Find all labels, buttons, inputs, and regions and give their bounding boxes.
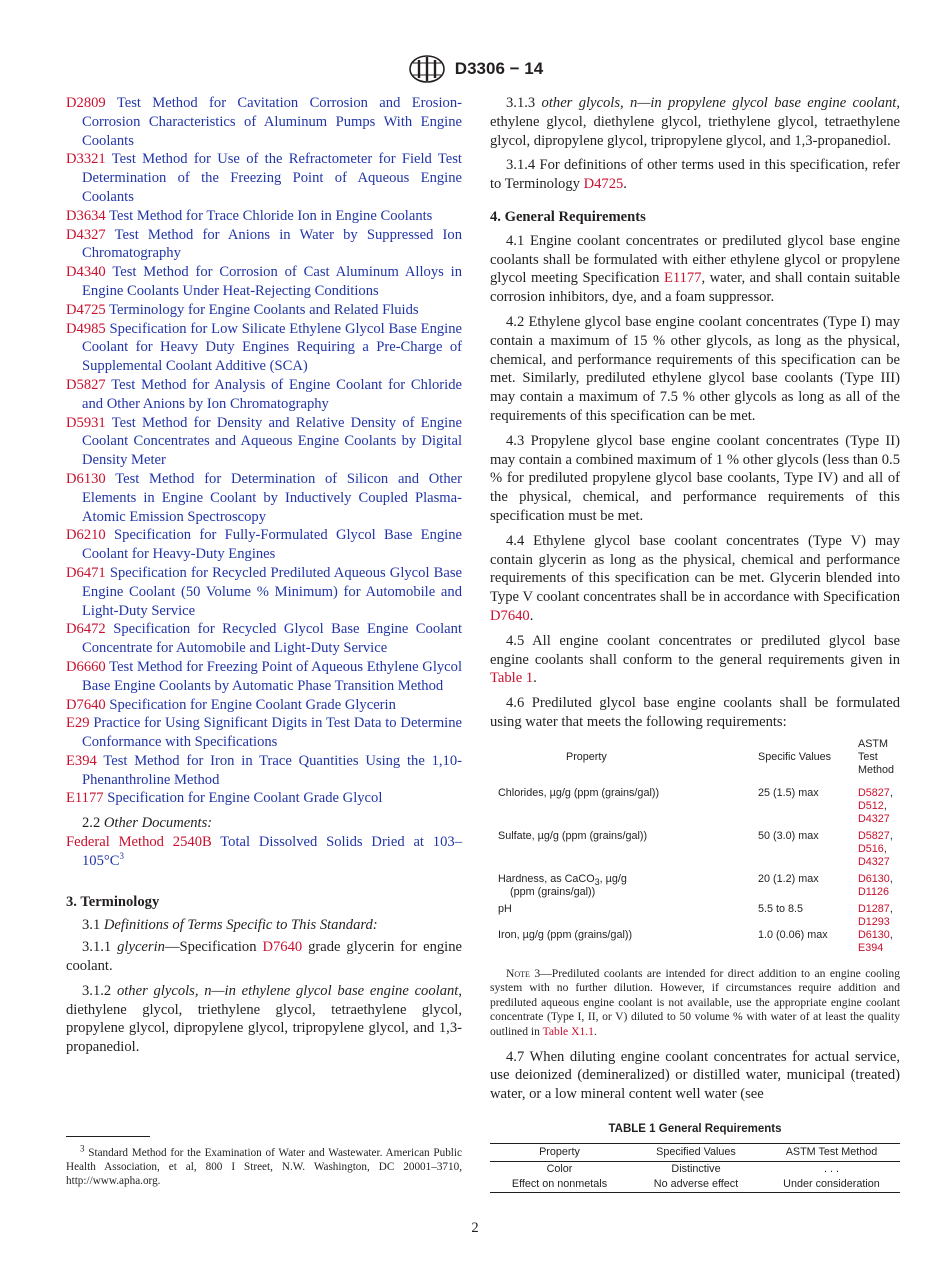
table-x1-1-link[interactable]: Table X1.1: [542, 1025, 594, 1039]
footnote: $^3$ Standard Method for the Examination of Water and Wastewater. American Public Health Association, et al, 800 I Street, N.W. Washington, DC 20001–3710, http://www.apha.org.: [66, 1143, 462, 1187]
col-header-method: ASTM Test Method: [858, 737, 895, 776]
section-3-1-3: 3.1.3 other glycols, n—in propylene glycol base engine coolant, ethylene glycol, diethylene glycol, triethylene glycol, tetraethylene glycol, dipropylene glycol, tripropylene glycol, and 1,3-propanediol.: [490, 95, 900, 149]
reference-item[interactable]: D6471 Specification for Recycled Prediluted Aqueous Glycol Base Engine Coolant (50 Volume % Minimum) for Automobile and Light-Duty Service: [66, 564, 462, 619]
table-1-title: TABLE 1 General Requirements: [608, 1123, 782, 1136]
reference-item[interactable]: D4340 Test Method for Corrosion of Cast Aluminum Alloys in Engine Coolants Under Heat-Rejecting Conditions: [66, 264, 462, 299]
col-header-property: Property: [490, 1143, 629, 1161]
reference-item[interactable]: D4327 Test Method for Anions in Water by Suppressed Ion Chromatography: [66, 226, 462, 262]
reference-item[interactable]: D6130 Test Method for Determination of Silicon and Other Elements in Engine Coolant by Inductively Coupled Plasma-Atomic Emission Spectroscopy: [66, 470, 462, 525]
reference-item[interactable]: D5931 Test Method for Density and Relative Density of Engine Coolant Concentrates and Aqueous Engine Coolants by Digital Density Meter: [66, 414, 462, 469]
reference-item[interactable]: D4725 Terminology for Engine Coolants and Related Fluids: [66, 301, 419, 318]
reference-item[interactable]: D6660 Test Method for Freezing Point of Aqueous Ethylene Glycol Base Engine Coolants by Automatic Phase Transition Method: [66, 658, 462, 694]
table-row: Effect on nonmetals No adverse effect Under consideration: [511, 1177, 880, 1190]
reference-item[interactable]: E29 Practice for Using Significant Digits in Test Data to Determine Conformance with Specifications: [66, 715, 462, 751]
page-header: [0, 54, 950, 84]
section-3-1: 3.1 Definitions of Terms Specific to This Standard:: [82, 917, 378, 934]
section-4-2: 4.2 Ethylene glycol base engine coolant concentrates (Type I) may contain a maximum of 15 % other glycols, as long as the physical, chemical, and performance requirements of this specification can be met. Similarly, prediluted ethylene glycol base coolants (Type III) may contain a maximum of 7.5 % other glycols as long as all of the requirements of this specification can be met.: [490, 313, 900, 424]
page-number: 2: [471, 1220, 479, 1236]
reference-item[interactable]: D3634 Test Method for Trace Chloride Ion in Engine Coolants: [66, 207, 433, 224]
reference-item[interactable]: E394 Test Method for Iron in Trace Quantities Using the 1,10-Phenanthroline Method: [66, 752, 462, 788]
reference-item[interactable]: D5827 Test Method for Analysis of Engine Coolant for Chloride and Other Anions by Ion Chromatography: [66, 376, 462, 412]
table-row: Hardness, as CaCO$_3$, µg/g (ppm (grains/gal)) 20 (1.2) max D6130, D1126: [498, 872, 893, 898]
document-id: D3306 − 14: [454, 59, 544, 78]
section-4-5: 4.5 All engine coolant concentrates or prediluted glycol base engine coolants shall conform to the general requirements given in Table 1.: [490, 632, 900, 687]
general-requirements-table: [490, 1143, 900, 1193]
table-row: Color Distinctive . . .: [546, 1162, 839, 1175]
section-4-4: 4.4 Ethylene glycol base coolant concentrates (Type V) may contain glycerin as long as the physical, chemical and performance requirements of this specification can be met. Glycerin blended into Type V coolant concentrates shall be in accordance with Specification D7640.: [490, 532, 900, 624]
col-header-values: Specific Values: [758, 750, 832, 763]
table-row: Sulfate, µg/g (ppm (grains/gal)) 50 (3.0) max D5827, D516, D4327: [498, 829, 893, 868]
reference-item[interactable]: D4985 Specification for Low Silicate Ethylene Glycol Base Engine Coolant for Heavy Duty Engines Requiring a Pre-Charge of Supplemental Coolant Additive (SCA): [66, 320, 462, 375]
astm-logo-icon: [407, 54, 447, 84]
table-row: pH 5.5 to 8.5 D1287, D1293: [498, 902, 893, 928]
other-documents-heading: 2.2 Other Documents:: [82, 815, 213, 832]
col-header-values: Specified Values: [629, 1143, 763, 1161]
section-3-1-2: 3.1.2 other glycols, n—in ethylene glycol base engine coolant, diethylene glycol, triethylene glycol, tetraethylene glycol, propylene glycol, dipropylene glycol, tripropylene glycol, and 1,3-propanediol.: [66, 982, 462, 1056]
reference-item[interactable]: D6210 Specification for Fully-Formulated Glycol Base Engine Coolant for Heavy-Duty Engines: [66, 527, 462, 563]
col-header-property: Property: [566, 750, 607, 763]
section-4-6: 4.6 Prediluted glycol base engine coolants shall be formulated using water that meets the following requirements:: [490, 695, 900, 730]
right-column: [490, 94, 900, 1193]
e1177-link[interactable]: E1177: [663, 270, 702, 287]
table-row: Chlorides, µg/g (ppm (grains/gal)) 25 (1.5) max D5827, D512, D4327: [498, 786, 893, 825]
left-column: [66, 94, 462, 1063]
section-3-heading: 3. Terminology: [66, 893, 160, 910]
table-1-link[interactable]: Table 1: [490, 670, 534, 687]
section-3-1-1: 3.1.1 glycerin—Specification D7640 grade glycerin for engine coolant.: [66, 939, 462, 975]
col-header-method: ASTM Test Method: [763, 1143, 900, 1161]
reference-item[interactable]: D6472 Specification for Recycled Glycol Base Engine Coolant Concentrate for Automobile and Light-Duty Service: [66, 621, 462, 657]
table-row: Iron, µg/g (ppm (grains/gal)) 1.0 (0.06) max D6130, E394: [498, 928, 893, 954]
section-4-1: 4.1 Engine coolant concentrates or prediluted glycol base engine coolants shall be formulated with either ethylene glycol or propylene glycol meeting Specification E1177, water, and shall contain suitable corrosion inhibitors, dye, and a foam suppressor.: [490, 232, 901, 306]
section-4-3: 4.3 Propylene glycol base engine coolant concentrates (Type II) may contain a combined maximum of 1 % other glycols (less than 0.5 % for prediluted propylene glycol base coolants, Type IV) and all of the physical, chemical, and performance requirements of this specification must be met.: [490, 432, 900, 524]
footnote-divider: [66, 1136, 150, 1137]
reference-item[interactable]: D7640 Specification for Engine Coolant Grade Glycerin: [66, 696, 396, 713]
reference-item[interactable]: D2809 Test Method for Cavitation Corrosion and Erosion-Corrosion Characteristics of Aluminum Pumps With Engine Coolants: [66, 95, 462, 149]
reference-list: [66, 94, 462, 808]
reference-item[interactable]: E1177 Specification for Engine Coolant Grade Glycol: [66, 790, 383, 807]
section-3-1-4: 3.1.4 For definitions of other terms used in this specification, refer to Terminology D4725.: [490, 157, 900, 193]
section-4-7: 4.7 When diluting engine coolant concentrates for actual service, use deionized (demineralized) or distilled water, municipal (treated) water, or a low mineral content well water (see: [490, 1048, 900, 1103]
note-3: Note 3—Prediluted coolants are intended for direct addition to an engine cooling system with no further dilution. However, if circumstances require addition and prediluted aqueous engine coolant is not available, use the appropriate engine coolant concentrate (Type I, II, or V) diluted to 50 volume % with water of at least the quality outlined in Table X1.1.: [490, 966, 900, 1039]
d4725-link[interactable]: D4725: [583, 176, 624, 193]
water-requirements-table: [490, 738, 900, 959]
reference-item[interactable]: D3321 Test Method for Use of the Refractometer for Field Test Determination of the Freezing Point of Aqueous Engine Coolants: [66, 151, 462, 205]
d7640-link[interactable]: D7640: [490, 607, 530, 624]
d7640-link[interactable]: D7640: [262, 939, 303, 956]
other-document-ref[interactable]: Federal Method 2540B Total Dissolved Solids Dried at $103-105^\circ C^3$: [66, 834, 462, 869]
section-4-heading: 4. General Requirements: [490, 208, 646, 225]
